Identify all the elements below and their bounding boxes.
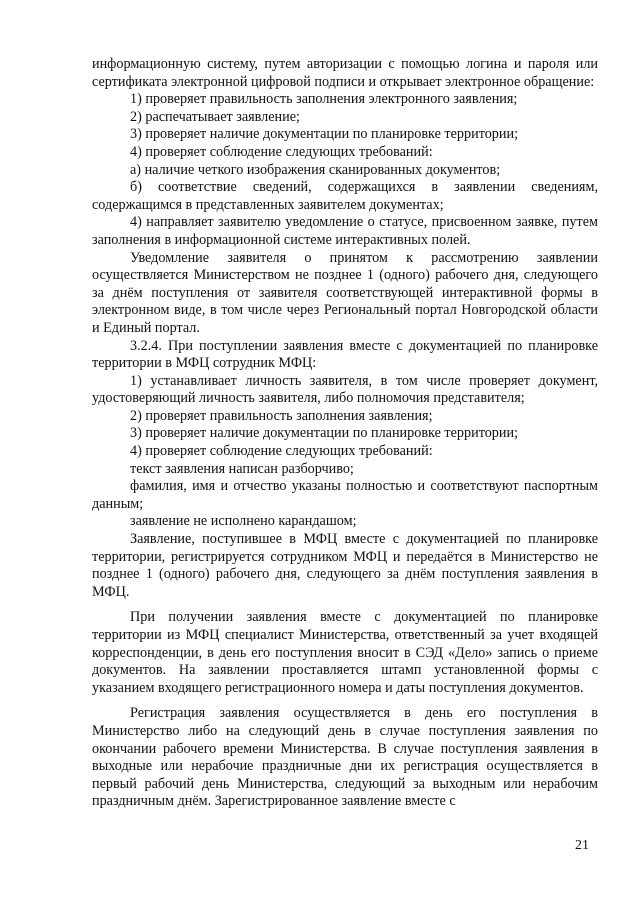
paragraph-4: 4) проверяет соблюдение следующих требований: <box>130 143 433 160</box>
paragraph-6: б) соответствие сведений, содержащихся в заявлении сведениям, содержащимся в представленных заявителем документах; <box>92 179 598 213</box>
paragraph-7: 4) направляет заявителю уведомление о статусе, присвоенном заявке, путем заполнения в информационной системе интерактивных полей. <box>92 214 598 248</box>
paragraph-3: 3) проверяет наличие документации по планировке территории; <box>130 126 519 143</box>
paragraph-19: Регистрация заявления осуществляется в день его поступления в Министерство либо на следующий день в случае поступления заявления по окончании рабочего времени Министерства. В случае поступления заявления в выходные или нерабочие праздничные дни их регистрация осуществляется в первый рабочий день Министерства, следующий за выходным или нерабочим праздничным днём. Зарегистрированное заявление вместе с <box>92 705 598 810</box>
paragraph-10: 1) устанавливает личность заявителя, в том числе проверяет документ, удостоверяющий личность заявителя, либо полномочия представителя; <box>92 372 598 407</box>
paragraph-5: а) наличие четкого изображения сканированных документов; <box>130 161 501 178</box>
paragraph-12: 3) проверяет наличие документации по планировке территории; <box>130 425 519 442</box>
paragraph-17: Заявление, поступившее в МФЦ вместе с документацией по планировке территории, регистрируется сотрудником МФЦ и передаётся в Министерство не позднее 1 (одного) рабочего дня, следующего за днём поступления заявления в МФЦ. <box>92 531 598 600</box>
paragraph-8: Уведомление заявителя о принятом к рассмотрению заявлении осуществляется Министерством не позднее 1 (одного) рабочего дня, следующего за днём поступления от заявителя соответствующей интерактивной формы в электронном виде, в том числе через Региональный портал Новгородской области и Единый портал. <box>92 249 598 336</box>
paragraph-14: текст заявления написан разборчиво; <box>130 460 354 477</box>
paragraph-11: 2) проверяет правильность заполнения заявления; <box>130 407 433 424</box>
document-body <box>92 56 598 811</box>
paragraph-2: 2) распечатывает заявление; <box>130 108 300 125</box>
paragraph-0: информационную систему, путем авторизации с помощью логина и пароля или сертификата электронной цифровой подписи и открывает электронное обращение: <box>92 56 598 90</box>
paragraph-15: фамилия, имя и отчество указаны полностью и соответствуют паспортным данным; <box>92 478 598 512</box>
paragraph-18: При получении заявления вместе с документацией по планировке территории из МФЦ специалист Министерства, ответственный за учет входящей корреспонденции, в день его поступления вносит в СЭД «Дело» запись о приеме документов. На заявлении проставляется штамп установленной формы с указанием входящего регистрационного номера и даты поступления документов. <box>92 609 598 696</box>
page-number: 21 <box>575 838 589 853</box>
paragraph-9: 3.2.4. При поступлении заявления вместе с документацией по планировке территории в МФЦ сотрудник МФЦ: <box>92 337 598 372</box>
paragraph-1: 1) проверяет правильность заполнения электронного заявления; <box>130 91 518 108</box>
paragraph-16: заявление не исполнено карандашом; <box>130 513 357 530</box>
paragraph-13: 4) проверяет соблюдение следующих требований: <box>130 443 433 460</box>
